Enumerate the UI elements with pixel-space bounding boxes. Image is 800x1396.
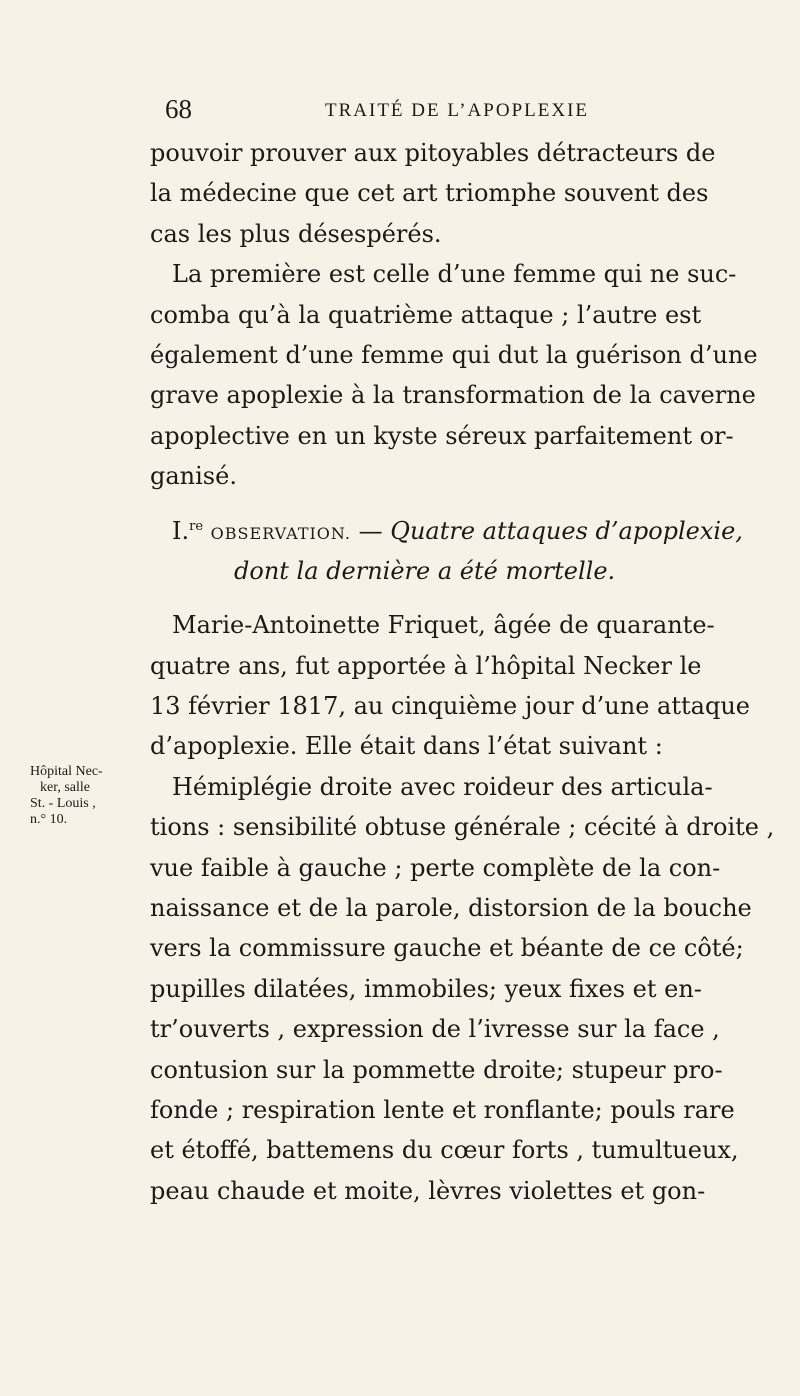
text-line: pupilles dilatées, immobiles; yeux fixes et en- xyxy=(150,974,702,1003)
text-line: 13 février 1817, au cinquième jour d’une attaque xyxy=(150,692,750,721)
margin-note-line: St. - Louis , xyxy=(30,796,96,811)
observation-title-line2: dont la dernière a été mortelle. xyxy=(234,556,616,585)
text-line: naissance et de la parole, distorsion de la bouche xyxy=(150,894,752,923)
body-text xyxy=(150,133,775,1211)
text-line: quatre ans, fut apportée à l’hôpital Necker le xyxy=(150,651,702,680)
page-header xyxy=(165,94,685,128)
text-line: peau chaude et moite, lèvres violettes et gon- xyxy=(150,1176,706,1205)
text-line: et étoffé, battemens du cœur forts , tumultueux, xyxy=(150,1136,739,1165)
margin-note xyxy=(30,764,145,828)
margin-note-line: n.° 10. xyxy=(30,812,68,827)
paragraph-4 xyxy=(150,767,775,1211)
observation-number: I. xyxy=(172,516,190,545)
text-line: Marie-Antoinette Friquet, âgée de quarante- xyxy=(172,611,715,640)
text-line: d’apoplexie. Elle était dans l’état suivant : xyxy=(150,732,663,761)
margin-note-line: Hôpital Nec- xyxy=(30,764,103,779)
observation-heading xyxy=(150,511,743,592)
paragraph-3 xyxy=(150,605,750,767)
text-line: cas les plus désespérés. xyxy=(150,219,442,248)
text-line: la médecine que cet art triomphe souvent des xyxy=(150,179,709,208)
page-number: 68 xyxy=(165,94,192,124)
observation-title-line1: Quatre attaques d’apoplexie, xyxy=(390,516,743,545)
text-line: ganisé. xyxy=(150,462,237,491)
observation-label: OBSERVATION. xyxy=(210,523,351,543)
text-line: fonde ; respiration lente et ronflante; pouls rare xyxy=(150,1095,735,1124)
observation-dash: — xyxy=(358,516,383,545)
text-line: tions : sensibilité obtuse générale ; cécité à droite , xyxy=(150,813,775,842)
text-line: tr’ouverts , expression de l’ivresse sur la face , xyxy=(150,1015,720,1044)
text-line: grave apoplexie à la transformation de la caverne xyxy=(150,381,756,410)
paragraph-1 xyxy=(150,133,716,254)
margin-note-line: ker, salle xyxy=(40,780,90,795)
text-line: Hémiplégie droite avec roideur des articula- xyxy=(172,772,713,801)
observation-superscript: re xyxy=(189,518,204,534)
text-line: La première est celle d’une femme qui ne suc- xyxy=(172,260,737,289)
text-line: pouvoir prouver aux pitoyables détracteurs de xyxy=(150,139,716,167)
running-title: TRAITÉ DE L’APOPLEXIE xyxy=(325,100,589,121)
text-line: également d’une femme qui dut la guérison d’une xyxy=(150,340,758,369)
text-line: vue faible à gauche ; perte complète de la con- xyxy=(150,853,721,882)
text-line: contusion sur la pommette droite; stupeur pro- xyxy=(150,1055,723,1084)
paragraph-2 xyxy=(150,254,758,496)
text-line: vers la commissure gauche et béante de ce côté; xyxy=(150,934,744,963)
text-line: apoplective en un kyste séreux parfaitement or- xyxy=(150,421,734,450)
text-line: comba qu’à la quatrième attaque ; l’autre est xyxy=(150,300,702,329)
